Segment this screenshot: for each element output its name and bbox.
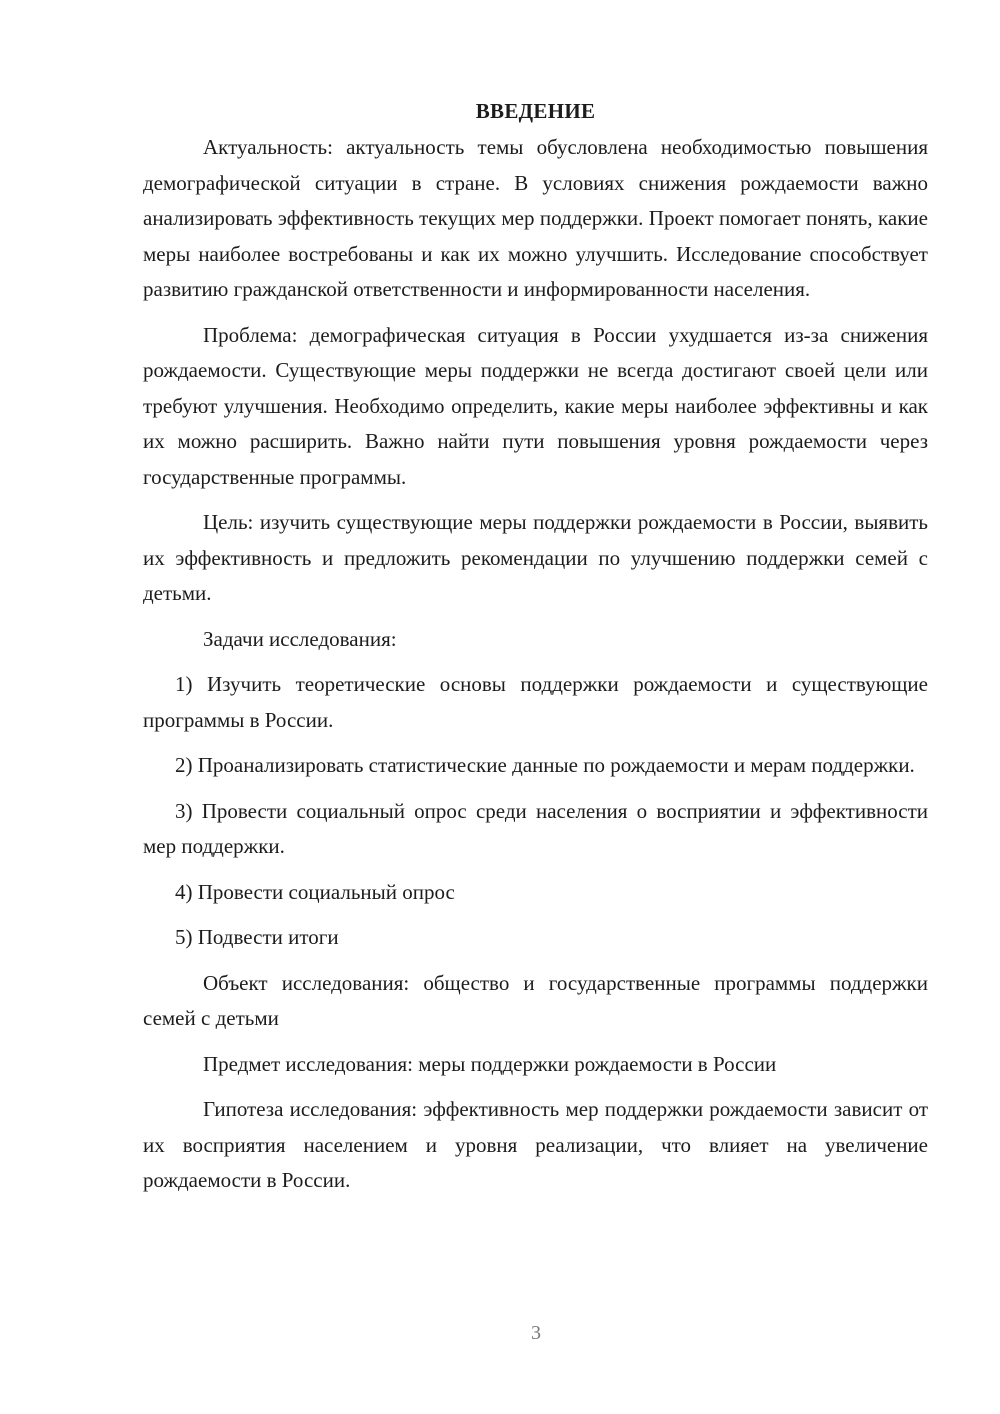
task-item-1: 1) Изучить теоретические основы поддержки рождаемости и существующие программы в России. — [143, 672, 928, 732]
section-title: ВВЕДЕНИЕ — [475, 99, 596, 123]
goal-paragraph: Цель: изучить существующие меры поддержки рождаемости в России, выявить их эффективность и предложить рекомендации по улучшению поддержки семей с детьми. — [143, 510, 928, 605]
page-number: 3 — [531, 1322, 541, 1344]
tasks-heading: Задачи исследования: — [203, 626, 397, 651]
object-paragraph: Объект исследования: общество и государственные программы поддержки семей с детьми — [143, 970, 928, 1030]
page-content — [143, 94, 928, 1209]
task-item-2: 2) Проанализировать статистические данные по рождаемости и мерам поддержки. — [175, 753, 915, 777]
task-item-5: 5) Подвести итоги — [175, 925, 339, 949]
relevance-paragraph: Актуальность: актуальность темы обусловлена необходимостью повышения демографической ситуации в стране. В условиях снижения рождаемости важно анализировать эффективность текущих мер поддержки. Проект помогает понять, какие меры наиболее востребованы и как их можно улучшить. Исследование способствует развитию гражданской ответственности и информированности населения. — [143, 135, 928, 301]
task-item-4: 4) Провести социальный опрос — [175, 879, 455, 904]
hypothesis-paragraph: Гипотеза исследования: эффективность мер поддержки рождаемости зависит от их восприятия населением и уровня реализации, что влияет на увеличение рождаемости в России. — [143, 1097, 928, 1192]
task-item-3: 3) Провести социальный опрос среди населения о восприятии и эффективности мер поддержки. — [143, 798, 928, 858]
subject-paragraph: Предмет исследования: меры поддержки рождаемости в России — [203, 1051, 777, 1076]
problem-paragraph: Проблема: демографическая ситуация в России ухудшается из-за снижения рождаемости. Существующие меры поддержки не всегда достигают своей цели или требуют улучшения. Необходимо определить, какие меры наиболее эффективны и как их можно расширить. Важно найти пути повышения уровня рождаемости через государственные программы. — [143, 322, 928, 489]
